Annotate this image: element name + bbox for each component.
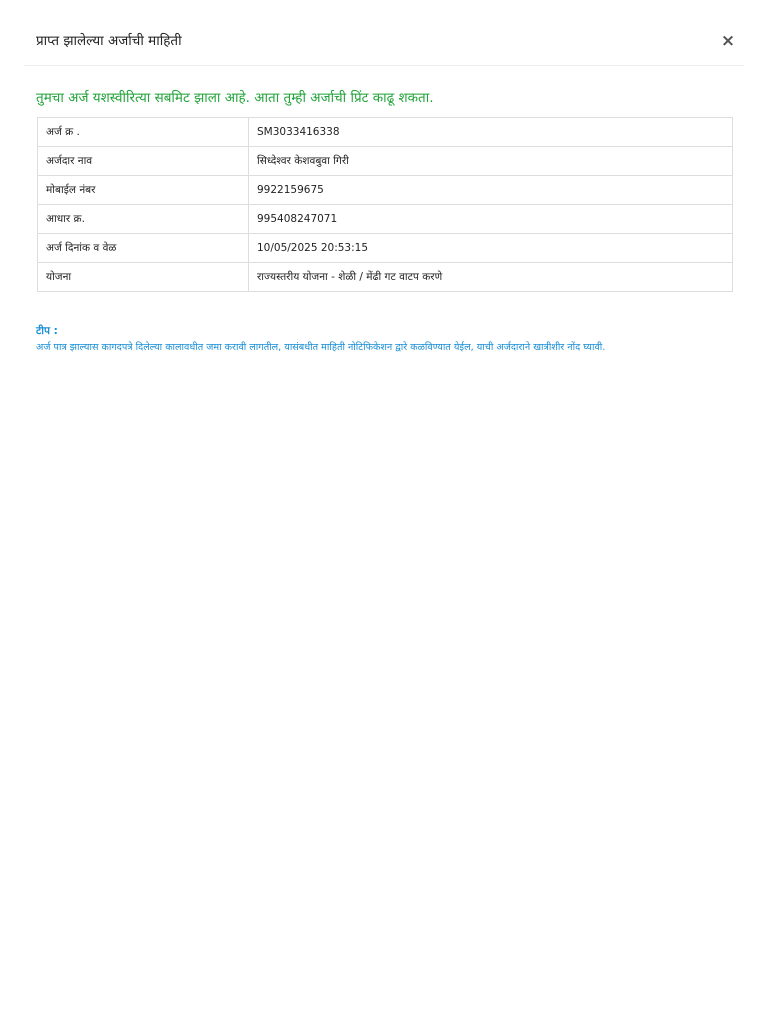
modal-title: प्राप्त झालेल्या अर्जाची माहिती	[36, 33, 182, 49]
row-label-application-number: अर्ज क्र .	[38, 118, 249, 147]
row-label-applicant-name: अर्जदार नाव	[38, 147, 249, 176]
table-row	[38, 205, 733, 234]
table-row	[38, 118, 733, 147]
row-value-application-datetime: 10/05/2025 20:53:15	[249, 234, 733, 263]
table-row	[38, 147, 733, 176]
row-value-application-number: SM3033416338	[249, 118, 733, 147]
success-message: तुमचा अर्ज यशस्वीरित्या सबमिट झाला आहे. आता तुम्ही अर्जाची प्रिंट काढू शकता.	[36, 90, 434, 106]
row-value-mobile-number: 9922159675	[249, 176, 733, 205]
table-row	[38, 263, 733, 292]
application-details-table	[37, 117, 733, 292]
table-row	[38, 234, 733, 263]
row-label-aadhaar-number: आधार क्र.	[38, 205, 249, 234]
table-row	[38, 176, 733, 205]
note-title: टीप :	[36, 325, 58, 337]
modal-header	[0, 0, 768, 66]
row-label-scheme: योजना	[38, 263, 249, 292]
row-value-applicant-name: सिध्देश्वर केशवबुवा गिरी	[249, 147, 733, 176]
note-text: अर्ज पात्र झाल्यास कागदपत्रे दिलेल्या कालावधीत जमा करावी लागतील, यासंबधीत माहिती नोटिफिकेशन द्वारे कळविण्यात येईल, याची अर्जदाराने खात्रीशीर नोंद घ्यावी.	[36, 342, 606, 353]
header-divider	[24, 65, 744, 66]
row-label-mobile-number: मोबाईल नंबर	[38, 176, 249, 205]
row-label-application-datetime: अर्ज दिनांक व वेळ	[38, 234, 249, 263]
row-value-aadhaar-number: 995408247071	[249, 205, 733, 234]
close-button[interactable]: ×	[716, 30, 740, 52]
row-value-scheme: राज्यस्तरीय योजना - शेळी / मेंढी गट वाटप करणे	[249, 263, 733, 292]
